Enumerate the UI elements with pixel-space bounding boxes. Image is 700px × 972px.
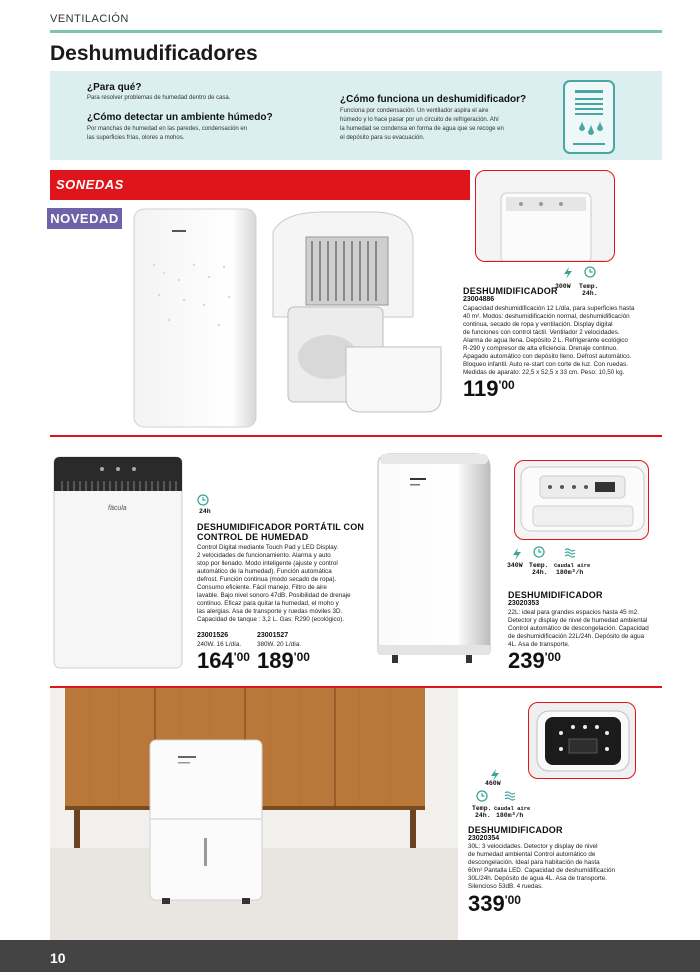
clock-icon xyxy=(584,265,596,283)
description-line: 2 velocidades de funcionamiento. Alarma y auto xyxy=(197,552,331,559)
description-line: 4L. Asa de transporte. xyxy=(508,641,570,648)
spec-power: 300W xyxy=(555,283,571,290)
product-image xyxy=(268,207,450,429)
variant-spec: 380W. 20 L/día. xyxy=(257,641,302,648)
spec-airflow-value: 180m³/h xyxy=(496,812,524,819)
variant-price xyxy=(197,650,250,672)
description-line: Medidas de aparato: 22,5 x 52,5 x 33 cm. Peso: 10,50 kg. xyxy=(463,369,625,376)
info-answer: Funciona por condensación. Un ventilador aspira el aire xyxy=(340,108,489,114)
clock-icon xyxy=(533,545,545,563)
description-line: Capacidad de tanque : 3,2 L. Gas: R290 (ecológico). xyxy=(197,616,345,623)
info-question: ¿Para qué? xyxy=(87,82,142,93)
product-price xyxy=(508,650,561,672)
variant-price xyxy=(257,650,310,672)
info-answer: Por manchas de humedad en las paredes, condensación en xyxy=(87,126,248,132)
spec-temp: Temp. xyxy=(579,283,599,290)
description-line: continua, secado de ropa y ventilación. Display digital xyxy=(463,321,613,328)
product-image-card xyxy=(514,460,649,540)
price-integer: 189 xyxy=(257,648,294,673)
product-title: DESHUMIDIFICADOR xyxy=(463,286,558,296)
section-label: VENTILACIÓN xyxy=(50,13,129,25)
product-image xyxy=(370,450,496,668)
price-integer: 239 xyxy=(508,648,545,673)
price-integer: 339 xyxy=(468,891,505,916)
spec-temp-time: 24h. xyxy=(582,290,598,297)
product-image xyxy=(52,455,184,670)
spec-power: 340W xyxy=(507,562,523,569)
description-line: stop por llenado. Modo inteligente (ajuste y control xyxy=(197,560,338,567)
info-answer: Para resolver problemas de humedad dentro de casa. xyxy=(87,95,231,101)
product-title: DESHUMIDIFICADOR xyxy=(468,825,563,835)
product-image xyxy=(124,205,266,431)
spec-power: 460W xyxy=(485,780,501,787)
spec-temp-time: 24h. xyxy=(475,812,491,819)
info-question: ¿Cómo detectar un ambiente húmedo? xyxy=(87,112,273,123)
description-line: lavable. Bajo nivel sonoro 47dB. Posibilidad de drenaje xyxy=(197,592,351,599)
description-line: Control automático de descongelación. Capacidad xyxy=(508,625,649,632)
info-question: ¿Cómo funciona un deshumidificador? xyxy=(340,94,527,105)
description-line: de funciones con control táctil. Ventilador 2 velocidades. xyxy=(463,329,620,336)
price-integer: 119 xyxy=(463,376,499,401)
description-line: Capacidad deshumidificación 12 L/día, para superficies hasta xyxy=(463,305,635,312)
variant-ref: 23001527 xyxy=(257,632,289,639)
description-line: de humedad ambiental Control automático de xyxy=(468,851,596,858)
description-line: Consumo eficiente. Fácil manejo. Filtro de aire xyxy=(197,584,327,591)
spec-temp-time: 24h. xyxy=(532,569,548,576)
product-ref: 23020353 xyxy=(508,600,540,607)
description-line: 60m² Pantalla LED. Capacidad de deshumidificación xyxy=(468,867,616,874)
price-integer: 164 xyxy=(197,648,234,673)
variant-spec: 240W. 16 L/día. xyxy=(197,641,242,648)
lightning-icon xyxy=(563,266,573,284)
description-line: Silencioso 53dB. 4 ruedas. xyxy=(468,883,543,890)
brand-name: SONEDAS xyxy=(56,177,124,192)
description-line: 30L: 3 velocidades. Detector y display de nivel xyxy=(468,843,598,850)
product-description xyxy=(463,305,663,377)
price-decimal: '00 xyxy=(293,650,310,664)
price-decimal: '00 xyxy=(498,378,515,392)
product-price xyxy=(468,893,521,915)
dehumidifier-water-drops-icon xyxy=(563,80,615,154)
description-line: Apagado automático con depósito lleno. Defrost automático. xyxy=(463,353,632,360)
description-line: descongelación. Ideal para habitación de hasta xyxy=(468,859,600,866)
product-title: DESHUMIDIFICADOR PORTÁTIL CON xyxy=(197,522,365,532)
description-line: R-290 y compresor de alta eficiencia. Drenaje continuo. xyxy=(463,345,619,352)
page-number: 10 xyxy=(50,950,66,966)
product-image-card xyxy=(528,702,636,779)
footer-bar xyxy=(0,940,700,972)
product-image-card xyxy=(475,170,615,262)
description-line: Detector y display de nivel de humedad ambiental xyxy=(508,617,648,624)
novedad-badge: NOVEDAD xyxy=(47,208,122,229)
brand-logo: fäcula xyxy=(108,505,127,512)
info-answer: la humedad se condensa en forma de agua que se recoge en xyxy=(340,126,504,132)
description-line: 30L/24h. Depósito de agua 4L. Asa de transporte. xyxy=(468,875,607,882)
product-description xyxy=(468,843,638,891)
product-title: DESHUMIDIFICADOR xyxy=(508,590,603,600)
page-title: Deshumudificadores xyxy=(50,42,258,65)
info-answer: el depósito para su evacuación. xyxy=(340,135,425,141)
spec-time: 24h xyxy=(199,508,211,515)
info-answer: húmedo y lo hace pasar por un circuito de refrigeración. Ahí xyxy=(340,117,499,123)
description-line: las alergias. Asa de transporte y ruedas móviles 3D. xyxy=(197,608,343,615)
price-decimal: '00 xyxy=(544,650,561,664)
price-decimal: '00 xyxy=(504,893,521,907)
variant-ref: 23001526 xyxy=(197,632,229,639)
product-lifestyle-image xyxy=(50,688,458,940)
description-line: Alarma de agua llena. Depósito 2 L. Refrigerante ecológico xyxy=(463,337,628,344)
description-line: Control Digital mediante Touch Pad y LED Display. xyxy=(197,544,339,551)
section-rule xyxy=(50,30,662,33)
product-description xyxy=(197,544,357,624)
product-ref: 23020354 xyxy=(468,835,500,842)
description-line: 22L: ideal para grandes espacios hasta 45 m2. xyxy=(508,609,639,616)
spec-airflow: Caudal aire xyxy=(494,805,531,812)
section-divider xyxy=(50,435,662,437)
description-line: 40 m². Modos: deshumidificación normal, deshumidificación xyxy=(463,313,630,320)
description-line: Bloqueo infantil. Auto re-start con corte de luz. Con ruedas. xyxy=(463,361,628,368)
description-line: automático de la humedad). Función automática xyxy=(197,568,332,575)
product-price xyxy=(463,378,515,400)
product-ref: 23004886 xyxy=(463,296,495,303)
description-line: de deshumidificación 22L/24h. Depósito de agua xyxy=(508,633,645,640)
info-answer: las superficies frías, olores a mohos. xyxy=(87,135,185,141)
spec-airflow-value: 180m³/h xyxy=(556,569,584,576)
spec-airflow: Caudal aire xyxy=(554,562,591,569)
product-description xyxy=(508,609,668,649)
description-line: continuo. Eficaz para quitar la humedad, el moho y xyxy=(197,600,339,607)
spec-temp: Temp. xyxy=(472,805,492,812)
product-title: CONTROL DE HUMEDAD xyxy=(197,532,309,542)
price-decimal: '00 xyxy=(233,650,250,664)
spec-temp: Temp. xyxy=(529,562,549,569)
description-line: defrost. Función continua (modo secado de ropa). xyxy=(197,576,337,583)
